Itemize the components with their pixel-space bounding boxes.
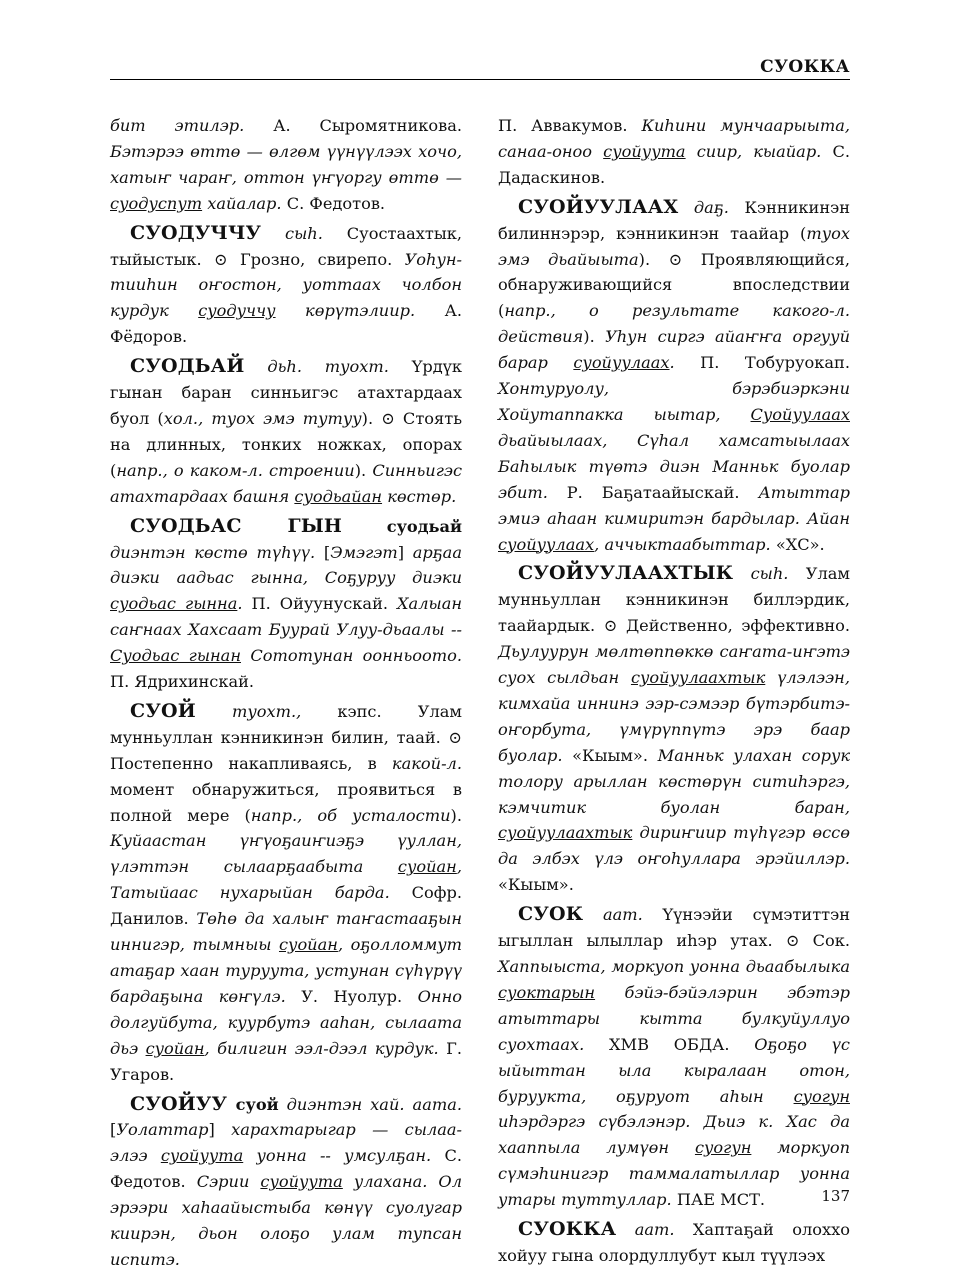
entry-text: момент обнаружиться, проявиться в полной мере ( — [110, 779, 462, 825]
underlined-example: суогун — [694, 1138, 752, 1158]
entry-text: Төһө да халыҥ таҥастааҕын иннигэр, тымныы — [110, 909, 462, 955]
entry-text: суодьай — [342, 516, 462, 536]
entry-text: , оҕолломмут атаҕар хаан туруута, устунан сүһүрүү бардаҕына көҥүлэ. — [110, 935, 462, 1006]
entry-text: Суостаахтык, тыйыстык. ⊙ Грозно, свирепо. — [110, 223, 463, 269]
entry-text: дьайыылаах, Сүһал хамсатыылаах Баһылык түөтэ диэн Манньк буолар эбит. — [498, 430, 850, 502]
entry-text: уонна -- умсулҕан. — [243, 1146, 432, 1166]
underlined-example: суойан — [145, 1038, 205, 1058]
entry-text: П. Аввакумов. — [498, 116, 642, 135]
entry-text: П. Тобуруокап. — [674, 353, 850, 373]
entry-text: көрүтэлиир. — [275, 301, 416, 321]
entry-text: Сэрии — [196, 1172, 261, 1192]
entry-text: Куйаастан үҥүоҕаиҥиэҕэ үуллан, үлэттэн сылаарҕаабыта — [110, 831, 462, 877]
entry-text: Атыттар эмиэ аһаан кимиритэн бардылар. Айан — [498, 482, 850, 528]
underlined-example: суойан — [278, 935, 338, 955]
entry-text: Хаптаҕай олоххо хойуу гына олордуллубут кыл түүлээх — [498, 1220, 850, 1265]
entry-text: бит этилэр. — [110, 116, 245, 135]
entry-text: сиир, кыайар. — [685, 141, 822, 161]
dictionary-entry — [110, 354, 462, 509]
entry-text: аат. — [616, 1220, 675, 1240]
right-column — [498, 113, 850, 1273]
underlined-example: суоктарын — [498, 982, 596, 1002]
entry-text: напр., об усталости — [250, 805, 451, 825]
entry-text: дьһ. туохт. — [244, 357, 389, 377]
underlined-example: суодьас гынна — [110, 594, 238, 614]
entry-text: үлэлээн, кимхайа иннинэ ээр-сэмээр бүтэрбитэ-оҥорбута, үмүрүппүтэ эрэ баар буолар. — [498, 668, 850, 765]
entry-text: . — [237, 594, 243, 614]
headword: СУОДЬАС ГЫН — [130, 514, 343, 537]
entry-text: напр., о каком-л. строении — [116, 460, 355, 480]
entry-text: ). — [583, 327, 606, 347]
dictionary-entry — [110, 699, 462, 1088]
entry-text: А. Фёдоров. — [110, 301, 462, 347]
entry-text: Дьулуурун мөлтөппөккө саҥата-иҥэтэ суох сылдьан — [498, 642, 850, 688]
entry-text: Манньк улахан сорук толору арыллан көстөрүн ситиһэргэ, кэмчитик буолан баран, — [498, 745, 850, 817]
entry-text: Софр. Данилов. — [110, 883, 462, 929]
underlined-example: суодьайан — [294, 486, 383, 506]
entry-text: ). — [354, 460, 373, 480]
entry-text: суой — [227, 1094, 279, 1114]
entry-text: П. Ядрихинскай. — [110, 672, 255, 692]
underlined-example: суойуута — [160, 1146, 244, 1166]
entry-text: ). — [450, 805, 462, 825]
entry-text: ). ⊙ Стоять на длинных, тонких ножках, опорах ( — [110, 408, 463, 480]
entry-text: сыһ. — [733, 564, 789, 584]
entry-text: А. Сыромятникова. — [244, 116, 462, 135]
entry-text: Эмэгэт — [330, 542, 398, 562]
underlined-example: суойуулаахтык — [498, 823, 633, 843]
underlined-example: суойуулаахтык — [630, 668, 766, 688]
entry-text: диэнтэн хай. аата. — [278, 1094, 462, 1114]
entry-text: Онно долгуйбута, куурбутэ ааһан, сылаата дьэ — [110, 986, 462, 1058]
entry-text: даҕ. — [678, 197, 729, 217]
underlined-example: суойуута — [260, 1172, 343, 1192]
entry-text: С. Федотов. — [110, 1146, 462, 1192]
entry-text: [ — [110, 1120, 117, 1140]
entry-text: напр., о результате какого-л. действия — [498, 301, 850, 347]
entry-text: туохт., — [195, 701, 302, 721]
page-number: 137 — [821, 1187, 850, 1205]
entry-text: моркуоп сүмэһинигэр таммалатыллар уонна утары туттуллар. — [498, 1138, 851, 1210]
underlined-example: суойуулаах — [498, 534, 595, 554]
entry-text: ). ⊙ Проявляющийся, обнаруживающийся впоследствии ( — [498, 249, 850, 321]
dictionary-entry — [110, 1092, 462, 1273]
dictionary-entry — [498, 902, 850, 1213]
underlined-example: суодуспут — [110, 193, 203, 213]
headword: СУОЙУУЛААХТЫК — [518, 562, 734, 585]
entry-text: аат. — [583, 905, 643, 925]
entry-text: ХМВ ОБДА. — [584, 1034, 755, 1054]
underlined-example: Суодьас гынан — [110, 646, 241, 666]
entry-text: Хаппыыста, моркуоп уонна дьаабылыка — [498, 957, 850, 976]
entry-text: Киһини мунчаарыыта, санаа-оноо — [498, 116, 850, 161]
entry-text: Халыан саҥнаах Хахсаат Буурай Улуу-дьаалы -- — [110, 594, 463, 640]
entry-text: Уолаттар — [116, 1120, 209, 1140]
entry-text: Хонтуруолу, бэрэбиэркэни Хойутаппакка ыытар, — [498, 379, 850, 424]
dictionary-entry — [498, 195, 850, 558]
entry-text: , билигин ээл-дээл курдук. — [204, 1038, 439, 1058]
dictionary-entry — [498, 561, 850, 898]
entry-text: С. Дадаскинов. — [498, 141, 850, 187]
headword: СУОККА — [518, 1218, 617, 1241]
entry-text: Уоһун-тииһин оҥостон, уоттаах чолбон курдук — [110, 249, 462, 321]
entry-text: Кэнникинэн билиннэрэр, кэнникинэн таайар ( — [498, 197, 850, 243]
entry-text: Г. Угаров. — [110, 1038, 462, 1084]
entry-text: [ — [315, 542, 331, 562]
entry-continuation — [110, 113, 462, 217]
underlined-example: суодуччу — [198, 301, 276, 321]
headword: СУОЙУУ — [130, 1092, 228, 1115]
running-head: СУОККА — [760, 57, 850, 77]
headword: СУОЙ — [130, 699, 196, 722]
entry-text: туох эмэ дьайыыта — [498, 223, 850, 269]
underlined-example: суойуута — [603, 141, 686, 161]
headword: СУОДЬАЙ — [130, 355, 245, 378]
entry-text: Үүнээйи сүмэтиттэн ыгыллан ылыллар иһэр утах. ⊙ Сок. — [498, 905, 850, 951]
entry-text: Улам мунньуллан кэнникинэн биллэрдик, таайардык. ⊙ Действенно, эффективно. — [498, 564, 851, 636]
underlined-example: суойуулаах — [573, 353, 670, 373]
entry-text: дириҥиир түһүгэр өссө да элбэх үлэ оҥоһуллара эрэйиллэр. — [498, 823, 850, 869]
entry-text: какой-л. — [391, 753, 462, 773]
entry-text: Бэтэрээ өттө — өлгөм үүнүүлээх хочо, хатыҥ чараҥ, оттон үҥүоргу өттө — — [110, 141, 462, 187]
dictionary-entry — [110, 221, 462, 351]
entry-continuation — [498, 113, 850, 191]
entry-text: «ХС». — [770, 534, 825, 554]
headword: СУОЙУУЛААХ — [518, 195, 679, 218]
dictionary-entry — [498, 1217, 850, 1269]
entry-text: . — [669, 353, 675, 373]
entry-text: хайалар. — [202, 193, 282, 213]
entry-text: , Татыйаас нухарыйан барда. — [110, 857, 462, 903]
left-column — [110, 113, 462, 1277]
entry-text: кэпс. Улам мунньуллан кэнникинэн билин, таай. ⊙ Постепенно накапливаясь, в — [110, 701, 462, 773]
headword: СУОДУЧЧУ — [130, 221, 262, 244]
entry-text: Үрдүк гынан баран синньигэс атахтардаах буол ( — [110, 357, 462, 428]
entry-text: , аччыктаабыттар. — [594, 534, 771, 554]
headword: СУОК — [518, 903, 584, 926]
entry-text: бэйэ-бэйэлэрин эбэтэр атыттары кытта булкуйуллуо суохтааx. — [498, 982, 850, 1054]
entry-text: Р. Баҕатаайыскай. — [547, 482, 759, 502]
entry-text: харахтарыгар — сылаа-элээ — [110, 1120, 462, 1166]
entry-text: улахана. Ол эрээри хаһаайыстыба көнүү суолугар киирэн, дьон олоҕо улам тупсан испитэ. — [110, 1172, 462, 1269]
entry-text: Оҕоҕо үс ыйыттан ыла кыралаан отон, бурууктa, оҕуруот аһын — [498, 1034, 850, 1106]
underlined-example: суойан — [397, 857, 457, 877]
entry-text: Синньигэс атахтардаах башня — [110, 460, 463, 506]
underlined-example: Суойуулаах — [750, 404, 850, 424]
entry-text: арҕаа диэки аадьас гынна, Соҕуруу диэки — [110, 542, 462, 588]
entry-text: иһэрдэргэ сүбэлэнэр. Дьиэ к. Хас да хааппыла лумүөн — [498, 1112, 850, 1158]
entry-text: хол., туох эмэ тутуу — [163, 408, 362, 428]
entry-text: «Кыым». — [562, 745, 658, 765]
entry-text: Сототунан оонньоото. — [241, 646, 462, 666]
entry-text: П. Ойуунускай. — [242, 594, 398, 614]
entry-text: У. Нуолур. — [285, 986, 418, 1006]
entry-text: ] — [397, 542, 413, 562]
dictionary-entry — [110, 514, 462, 695]
entry-text: С. Федотов. — [281, 193, 386, 213]
entry-text: «Кыым». — [498, 875, 574, 895]
entry-text: диэнтэн көстө түһүү. — [110, 542, 316, 562]
entry-text: көстөр. — [382, 486, 457, 506]
underlined-example: суогун — [793, 1086, 850, 1106]
header-rule — [110, 79, 850, 80]
entry-text: ] — [208, 1120, 232, 1140]
entry-text: Уһун сиргэ айаҥҥа оргууй барар — [498, 327, 850, 373]
entry-text: ПАЕ МСТ. — [671, 1190, 766, 1210]
entry-text: сыһ. — [261, 223, 323, 243]
